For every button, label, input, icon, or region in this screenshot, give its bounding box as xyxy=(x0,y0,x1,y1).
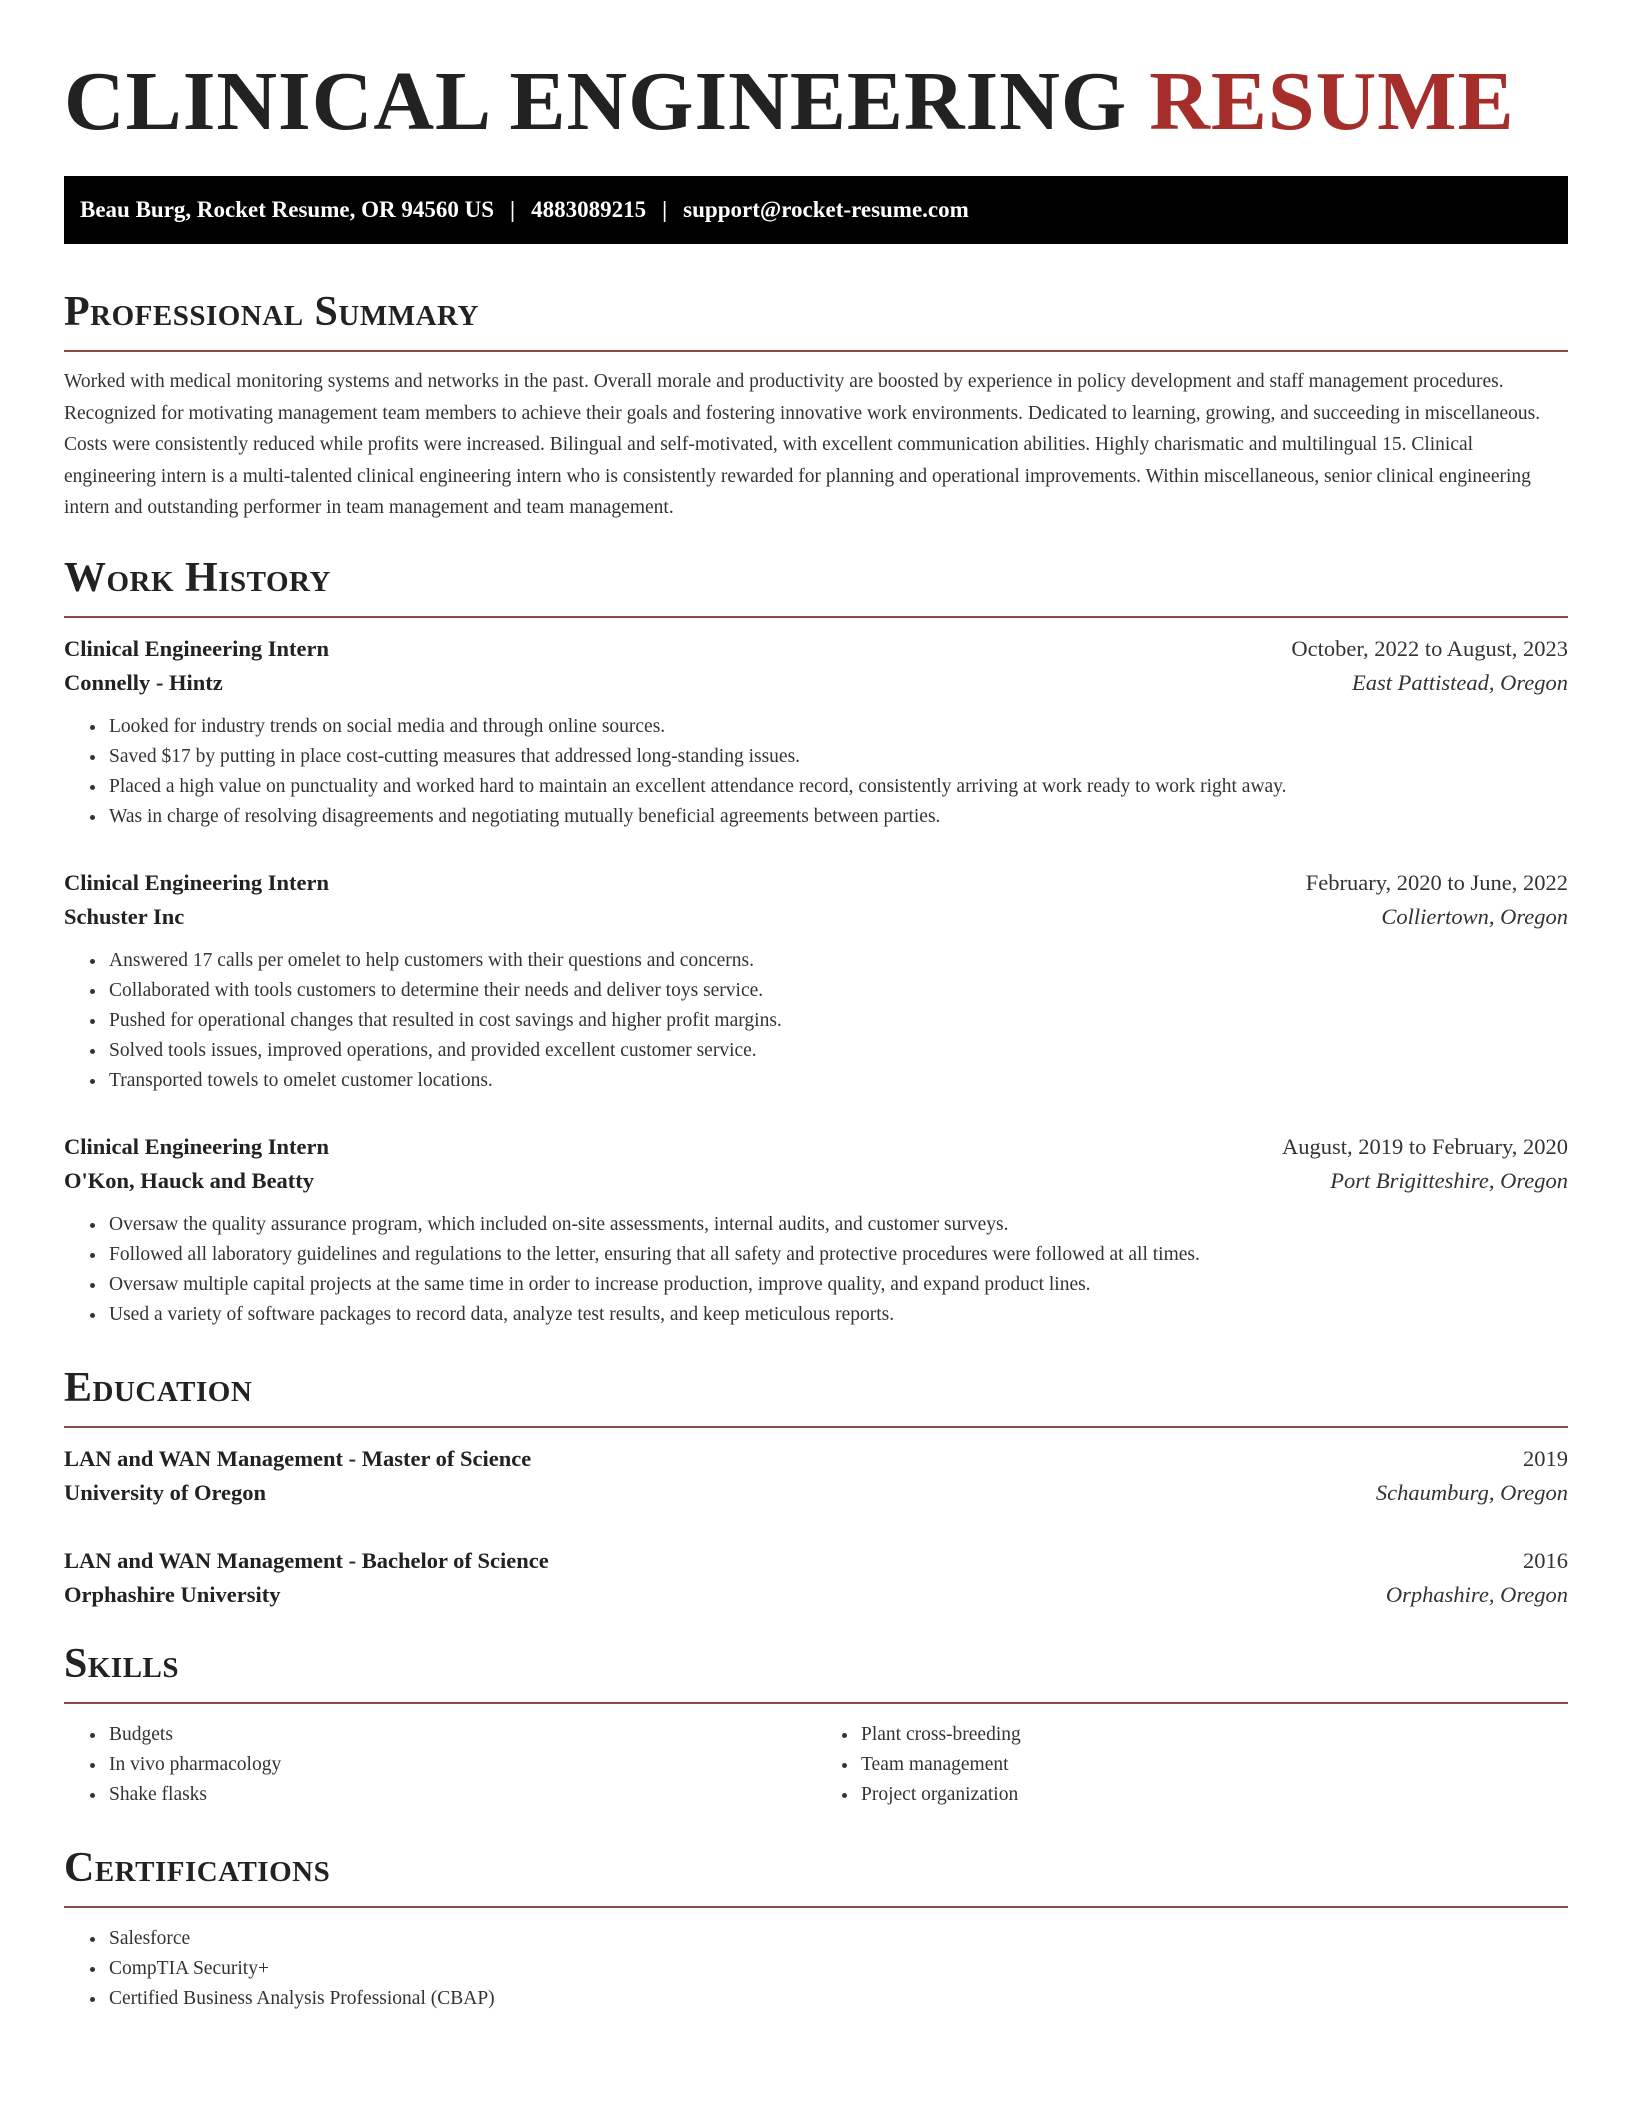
list-item: • Oversaw multiple capital projects at the same time in order to increase production, improve quality, and expand product lines. xyxy=(107,1270,1568,1300)
list-item: • Solved tools issues, improved operations, and provided excellent customer service. xyxy=(107,1036,1568,1066)
job-entry xyxy=(64,870,1568,1096)
job-entry xyxy=(64,636,1568,832)
job-dates: October, 2022 to August, 2023 xyxy=(1291,635,1568,661)
education-entry xyxy=(64,1446,1568,1506)
resume-page xyxy=(64,0,1568,2014)
list-item: • Pushed for operational changes that resulted in cost savings and higher profit margins. xyxy=(107,1006,1568,1036)
list-item: • Followed all laboratory guidelines and regulations to the letter, ensuring that all safety and protective procedures were followed at all times. xyxy=(107,1240,1568,1270)
education-school: Orphashire University xyxy=(64,1581,281,1607)
list-item: • Answered 17 calls per omelet to help customers with their questions and concerns. xyxy=(107,946,1568,976)
list-item: • Placed a high value on punctuality and worked hard to maintain an excellent attendance record, consistently arriving at work ready to work right away. xyxy=(107,772,1568,802)
list-item: • CompTIA Security+ xyxy=(107,1954,1568,1984)
job-bullets xyxy=(64,1210,1568,1330)
list-item: • Project organization xyxy=(859,1780,1568,1810)
title-accent: RESUME xyxy=(1149,55,1515,148)
contact-separator: | xyxy=(510,197,516,222)
education-year: 2016 xyxy=(1523,1547,1568,1573)
list-item: • Oversaw the quality assurance program, which included on-site assessments, internal audits, and customer surveys. xyxy=(107,1210,1568,1240)
list-item: • Team management xyxy=(859,1750,1568,1780)
education-school: University of Oregon xyxy=(64,1479,267,1505)
contact-email: support@rocket-resume.com xyxy=(683,197,969,222)
list-item: • Looked for industry trends on social media and through online sources. xyxy=(107,712,1568,742)
resume-title xyxy=(64,52,1568,152)
section-divider xyxy=(64,350,1568,352)
list-item: • Salesforce xyxy=(107,1924,1568,1954)
contact-separator: | xyxy=(662,197,668,222)
job-entry xyxy=(64,1134,1568,1330)
job-location: East Pattistead, Oregon xyxy=(1351,669,1568,695)
certifications-list xyxy=(64,1924,1568,2014)
section-divider xyxy=(64,1702,1568,1704)
contact-bar xyxy=(64,176,1568,244)
education-degree: LAN and WAN Management - Master of Science xyxy=(64,1445,532,1471)
list-item: • Certified Business Analysis Professional (CBAP) xyxy=(107,1984,1568,2014)
summary-section xyxy=(64,288,1568,524)
skills-section xyxy=(64,1640,1568,1810)
summary-text: Worked with medical monitoring systems and networks in the past. Overall morale and productivity are boosted by experience in policy development and staff management procedures. Recognized for motivating management team members to achieve their goals and fostering innovative work environments. Dedicated to learning, growing, and succeeding in miscellaneous. Costs were consistently reduced while profits were increased. Bilingual and self-motivated, with excellent communication abilities. Highly charismatic and multilingual 15. Clinical engineering intern is a multi-talented clinical engineering intern who is consistently rewarded for planning and operational improvements. Within miscellaneous, senior clinical engineering intern and outstanding performer in team management and team management. xyxy=(64,371,1541,518)
job-company: Connelly - Hintz xyxy=(64,669,223,695)
certifications-heading: Certifications xyxy=(64,1844,331,1891)
education-degree: LAN and WAN Management - Bachelor of Science xyxy=(64,1547,549,1573)
section-divider xyxy=(64,1426,1568,1428)
skills-list-right xyxy=(816,1720,1568,1810)
skills-list-left xyxy=(64,1720,816,1810)
job-dates: August, 2019 to February, 2020 xyxy=(1281,1133,1568,1159)
list-item: • Was in charge of resolving disagreements and negotiating mutually beneficial agreements between parties. xyxy=(107,802,1568,832)
list-item: • In vivo pharmacology xyxy=(107,1750,816,1780)
job-role: Clinical Engineering Intern xyxy=(64,635,330,661)
contact-address: Beau Burg, Rocket Resume, OR 94560 US xyxy=(80,197,494,222)
job-role: Clinical Engineering Intern xyxy=(64,869,330,895)
job-location: Port Brigitteshire, Oregon xyxy=(1330,1167,1568,1193)
education-heading: Education xyxy=(64,1364,253,1411)
list-item: • Saved $17 by putting in place cost-cutting measures that addressed long-standing issues. xyxy=(107,742,1568,772)
job-bullets xyxy=(64,946,1568,1096)
job-location: Colliertown, Oregon xyxy=(1381,903,1568,929)
list-item: • Used a variety of software packages to record data, analyze test results, and keep meticulous reports. xyxy=(107,1300,1568,1330)
section-divider xyxy=(64,1906,1568,1908)
contact-phone: 4883089215 xyxy=(531,197,647,222)
certifications-section xyxy=(64,1844,1568,2014)
summary-heading: Professional Summary xyxy=(64,289,479,335)
skills-heading: Skills xyxy=(64,1640,180,1687)
list-item: • Plant cross-breeding xyxy=(859,1720,1568,1750)
skills-grid xyxy=(64,1720,1568,1810)
list-item: • Transported towels to omelet customer locations. xyxy=(107,1066,1568,1096)
title-main: CLINICAL ENGINEERING xyxy=(64,55,1128,148)
work-history-heading: Work History xyxy=(64,554,331,601)
job-bullets xyxy=(64,712,1568,832)
education-location: Orphashire, Oregon xyxy=(1385,1581,1568,1607)
education-year: 2019 xyxy=(1523,1445,1568,1471)
work-history-section xyxy=(64,554,1568,1330)
section-divider xyxy=(64,616,1568,618)
list-item: • Collaborated with tools customers to determine their needs and deliver toys service. xyxy=(107,976,1568,1006)
job-dates: February, 2020 to June, 2022 xyxy=(1305,869,1568,895)
education-section xyxy=(64,1364,1568,1608)
job-company: Schuster Inc xyxy=(64,903,185,929)
job-company: O'Kon, Hauck and Beatty xyxy=(64,1167,315,1193)
list-item: • Shake flasks xyxy=(107,1780,816,1810)
list-item: • Budgets xyxy=(107,1720,816,1750)
job-role: Clinical Engineering Intern xyxy=(64,1133,330,1159)
education-location: Schaumburg, Oregon xyxy=(1375,1479,1568,1505)
education-entry xyxy=(64,1548,1568,1608)
